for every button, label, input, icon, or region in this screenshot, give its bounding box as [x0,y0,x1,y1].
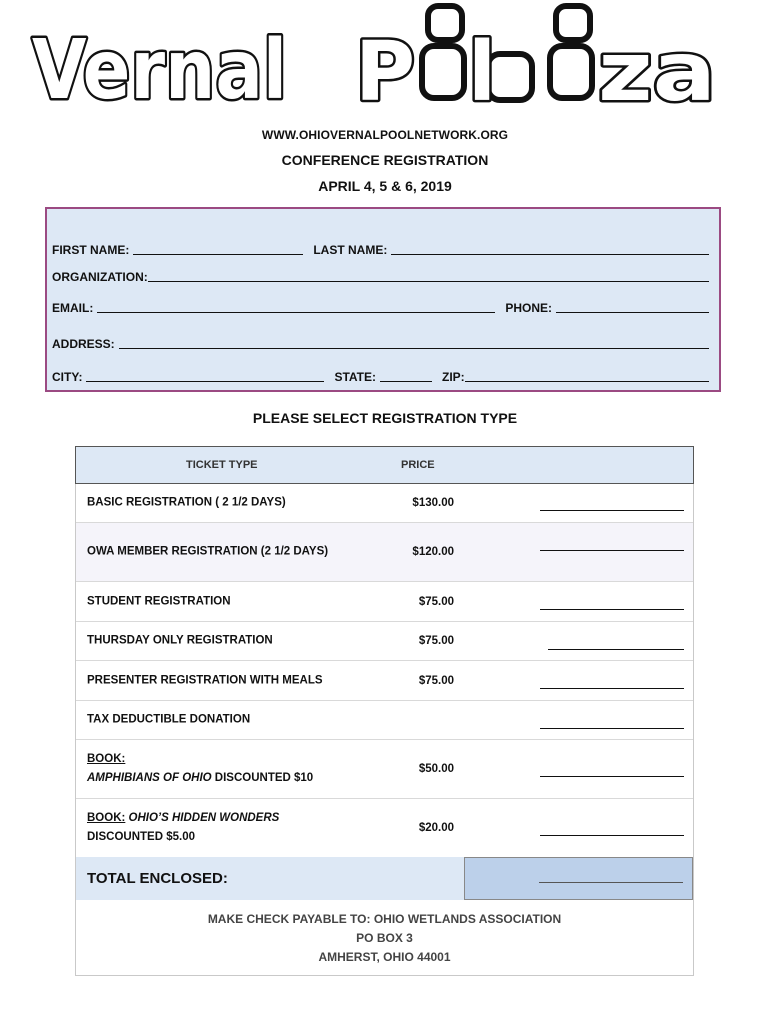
amount-field[interactable] [548,649,684,650]
organization-field[interactable] [148,269,709,282]
table-row [76,799,693,857]
amount-field[interactable] [540,688,684,689]
state-label: STATE: [334,370,377,384]
city-zip-line: AMHERST, OHIO 44001 [318,950,451,964]
table-header [75,446,694,484]
ticket-name: OWA MEMBER REGISTRATION (2 1/2 DAYS) [87,545,329,558]
ticket-name: TAX DEDUCTIBLE DONATION [87,713,251,726]
form-title: CONFERENCE REGISTRATION [281,152,489,168]
name-line [52,237,709,257]
ticket-price: $75.00 [418,635,454,647]
city-state-zip-line [52,364,709,384]
svg-text:P: P [355,25,416,112]
ticket-name [87,750,313,788]
amount-field[interactable] [540,776,684,777]
ticket-price: $20.00 [418,822,454,834]
table-row [76,622,693,661]
ticket-price: $130.00 [412,497,454,509]
phone-field[interactable] [556,300,709,313]
email-phone-line [52,295,709,315]
city-label: CITY: [52,370,83,384]
amount-field[interactable] [540,728,684,729]
total-label-cell [76,857,464,900]
email-label: EMAIL: [52,301,94,315]
po-box-line: PO BOX 3 [356,931,413,945]
payable-to-line: MAKE CHECK PAYABLE TO: OHIO WETLANDS ASSOCIATION [207,912,562,926]
select-registration-heading: PLEASE SELECT REGISTRATION TYPE [252,410,518,426]
total-row [76,857,693,900]
address-label: ADDRESS: [52,337,115,351]
svg-text:Vernal: Vernal [32,23,287,112]
payment-instructions [76,900,693,967]
book-discount: DISCOUNTED $5.00 [87,831,196,843]
total-amount-field[interactable] [539,882,683,883]
zip-label: ZIP: [442,370,465,384]
table-row [76,523,693,582]
website-url: WWW.OHIOVERNALPOOLNETWORK.ORG [261,128,509,142]
last-name-label: LAST NAME: [313,243,388,257]
organization-line [52,264,709,284]
total-label: TOTAL ENCLOSED: [87,870,228,887]
price-header: PRICE [401,459,435,471]
address-field[interactable] [119,336,709,349]
table-row [76,740,693,799]
conference-dates: APRIL 4, 5 & 6, 2019 [318,178,452,194]
amount-field[interactable] [540,835,684,836]
email-field[interactable] [97,300,495,313]
city-field[interactable] [86,369,324,382]
svg-text:l: l [468,25,497,112]
last-name-field[interactable] [391,242,709,255]
vernal-pooloza-logo [30,0,720,112]
ticket-price: $75.00 [418,595,454,608]
ticket-price: $120.00 [412,546,454,558]
first-name-label: FIRST NAME: [52,243,130,257]
amount-field[interactable] [540,609,684,610]
ticket-name: PRESENTER REGISTRATION WITH MEALS [87,674,323,686]
table-row [76,701,693,740]
amount-field[interactable] [540,550,684,551]
book-title: AMPHIBIANS OF OHIO [87,772,212,784]
total-amount-cell [464,857,693,900]
book-prefix: BOOK: [87,753,126,765]
ticket-name: STUDENT REGISTRATION [87,595,231,607]
ticket-name: BASIC REGISTRATION ( 2 1/2 DAYS) [87,496,286,509]
zip-field[interactable] [465,369,709,382]
book-title: OHIO’S HIDDEN WONDERS [125,812,280,824]
first-name-field[interactable] [133,242,303,255]
contact-info-box [45,207,721,392]
ticket-name [87,809,279,847]
table-row [76,582,693,622]
ticket-type-header: TICKET TYPE [186,459,258,471]
ticket-price: $75.00 [418,674,454,687]
state-field[interactable] [380,369,432,382]
ticket-price: $50.00 [418,763,454,775]
phone-label: PHONE: [505,301,552,315]
address-line [52,331,709,351]
organization-label: ORGANIZATION: [52,270,148,284]
logo-graphic [30,0,720,112]
svg-text:za: za [598,25,716,112]
amount-field[interactable] [540,510,684,511]
book-prefix: BOOK: [87,812,126,824]
book-discount: DISCOUNTED $10 [211,772,314,784]
table-row [76,484,693,523]
table-row [76,661,693,701]
ticket-table [75,446,694,976]
ticket-name: THURSDAY ONLY REGISTRATION [87,634,273,647]
